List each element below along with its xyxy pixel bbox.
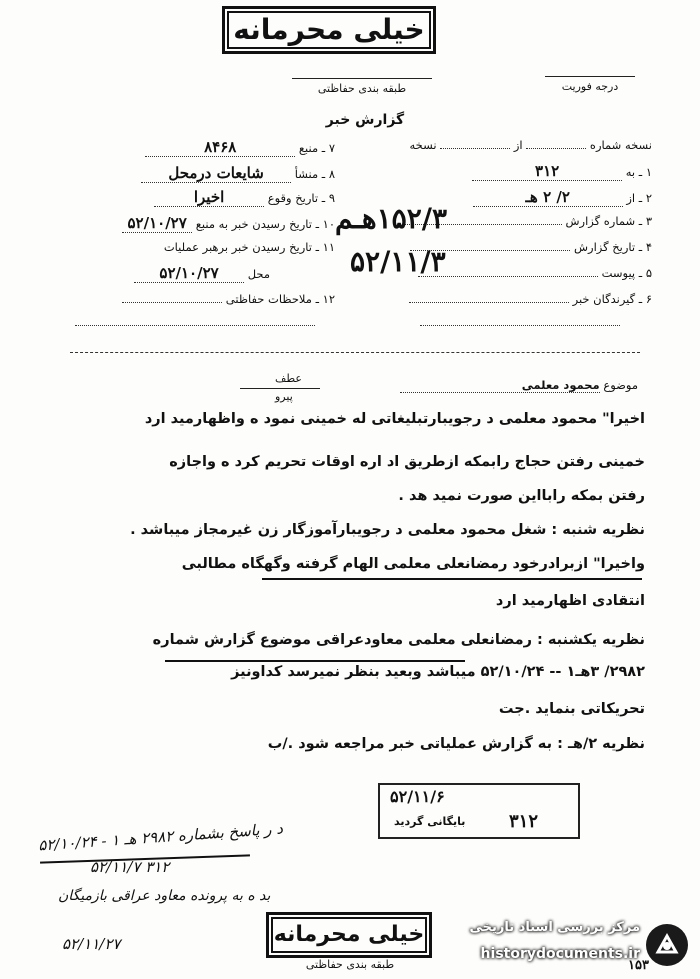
field-7: ۷ ـ منبع ۸۴۶۸ bbox=[70, 138, 335, 157]
archive-stamp-date: ۵۲/۱۱/۶ bbox=[390, 787, 445, 806]
field-1: ۱ ـ به ۳۱۲ bbox=[352, 162, 652, 181]
body-line-2: خمینی رفتن حجاج رابمکه ازطریق اد اره اوقات تحریم کرد ه واجازه bbox=[169, 454, 645, 470]
watermark bbox=[420, 918, 692, 976]
field-4: ۴ ـ تاریخ گزارش bbox=[352, 240, 652, 254]
copy-number-row: نسخه شماره از نسخه bbox=[409, 138, 652, 152]
note-line-1: د ر پاسخ بشماره ۲۹۸۲ هـ ۱ - ۵۲/۱۰/۲۴ bbox=[37, 819, 284, 855]
classification-line bbox=[292, 78, 432, 79]
field-3: ۳ ـ شماره گزارش bbox=[352, 214, 652, 228]
priority-label: درجه فوریت bbox=[561, 80, 619, 93]
body-line-8: ۲۹۸۲/ ۳هـ۱ -- ۵۲/۱۰/۲۴ میباشد وبعید بنظر نمیرسد کداونیز bbox=[231, 664, 645, 680]
classification-stamp-top: خیلی محرمانه bbox=[222, 6, 436, 54]
watermark-logo-icon bbox=[646, 924, 688, 966]
body-line-10: نظریه ۲/هـ : به گزارش عملیاتی خبر مراجعه شود ./ب bbox=[267, 736, 645, 752]
field-6-extra-line bbox=[420, 325, 620, 326]
archive-stamp-text: بایگانی گردید bbox=[394, 815, 466, 828]
classification-stamp-bottom: خیلی محرمانه bbox=[266, 912, 432, 958]
subject-row: موضوع محمود معلمی bbox=[338, 378, 638, 393]
body-line-3: رفتن بمکه رابااین صورت نمید هد . bbox=[398, 488, 645, 504]
watermark-url: historydocuments.ir bbox=[480, 946, 640, 962]
section-divider bbox=[70, 352, 640, 353]
atf-label: عطف bbox=[275, 372, 302, 385]
report-title: گزارش خبر bbox=[325, 112, 405, 128]
body-line-5-underline bbox=[262, 578, 642, 580]
body-line-5: واخیرا" ازبرادرخود رمضانعلی معلمی الهام گرفته وگهگاه مطالبی bbox=[181, 556, 645, 572]
field-5: ۵ ـ پیوست bbox=[352, 266, 652, 280]
peyro-label: پیرو bbox=[275, 390, 293, 403]
field-6: ۶ ـ گیرندگان خبر bbox=[352, 292, 652, 306]
report-date-handwritten: ۵۲/۱۱/۳ bbox=[350, 245, 446, 278]
field-8: ۸ ـ منشأ شایعات درمحل bbox=[70, 164, 335, 183]
body-line-4: نظریه شنبه : شغل محمود معلمی د رجویبارآموزگار زن غیرمجاز میباشد . bbox=[130, 522, 645, 538]
note-line-2: ۳۱۲ ۵۲/۱۱/۷ bbox=[90, 858, 170, 876]
note-line-4: ۵۲/۱۱/۲۷ bbox=[62, 935, 121, 953]
priority-line bbox=[545, 76, 635, 77]
field-11: ۱۱ ـ تاریخ رسیدن خبر برهبر عملیات bbox=[163, 240, 335, 254]
atf-line bbox=[240, 388, 320, 389]
body-line-9: تحریکاتی بنماید .جت bbox=[498, 701, 645, 717]
report-number-handwritten: ۱۵۲/۳هـم bbox=[335, 202, 447, 235]
body-line-1: اخیرا" محمود معلمی د رجویبارتبلیغاتی له خمینی نمود ه واظهارمید ارد bbox=[144, 411, 645, 427]
field-12-extra-line bbox=[75, 325, 315, 326]
body-line-8-underline bbox=[165, 660, 465, 662]
archive-stamp-number: ۳۱۲ bbox=[508, 811, 538, 832]
page-number: ۱۵۳ bbox=[628, 958, 649, 973]
classification-label: طبقه بندی حفاظتی bbox=[317, 82, 407, 95]
field-9: ۹ ـ تاریخ وقوع اخیرا bbox=[70, 188, 335, 207]
note-line-3: بد ه به پرونده معاود عراقی بازمیگان bbox=[58, 888, 271, 904]
bottom-classification-label: طبقه بندی حفاظتی bbox=[305, 958, 395, 971]
field-12: ۱۲ ـ ملاحظات حفاظتی bbox=[70, 292, 335, 306]
body-line-7: نظریه یکشنبه : رمضانعلی معلمی معاودعراقی موضوع گزارش شماره bbox=[152, 632, 645, 648]
body-line-6: انتقادی اظهارمید ارد bbox=[495, 593, 645, 609]
archive-stamp bbox=[378, 783, 580, 839]
field-2: ۲ ـ از ۲/ ۲ هـ bbox=[352, 188, 652, 207]
field-11-place: محل ۵۲/۱۰/۲۷ bbox=[70, 264, 270, 283]
watermark-name: مرکز بررسی اسناد تاریخی bbox=[469, 920, 640, 935]
field-10: ۱۰ ـ تاریخ رسیدن خبر به منبع ۵۲/۱۰/۲۷ bbox=[70, 214, 335, 233]
